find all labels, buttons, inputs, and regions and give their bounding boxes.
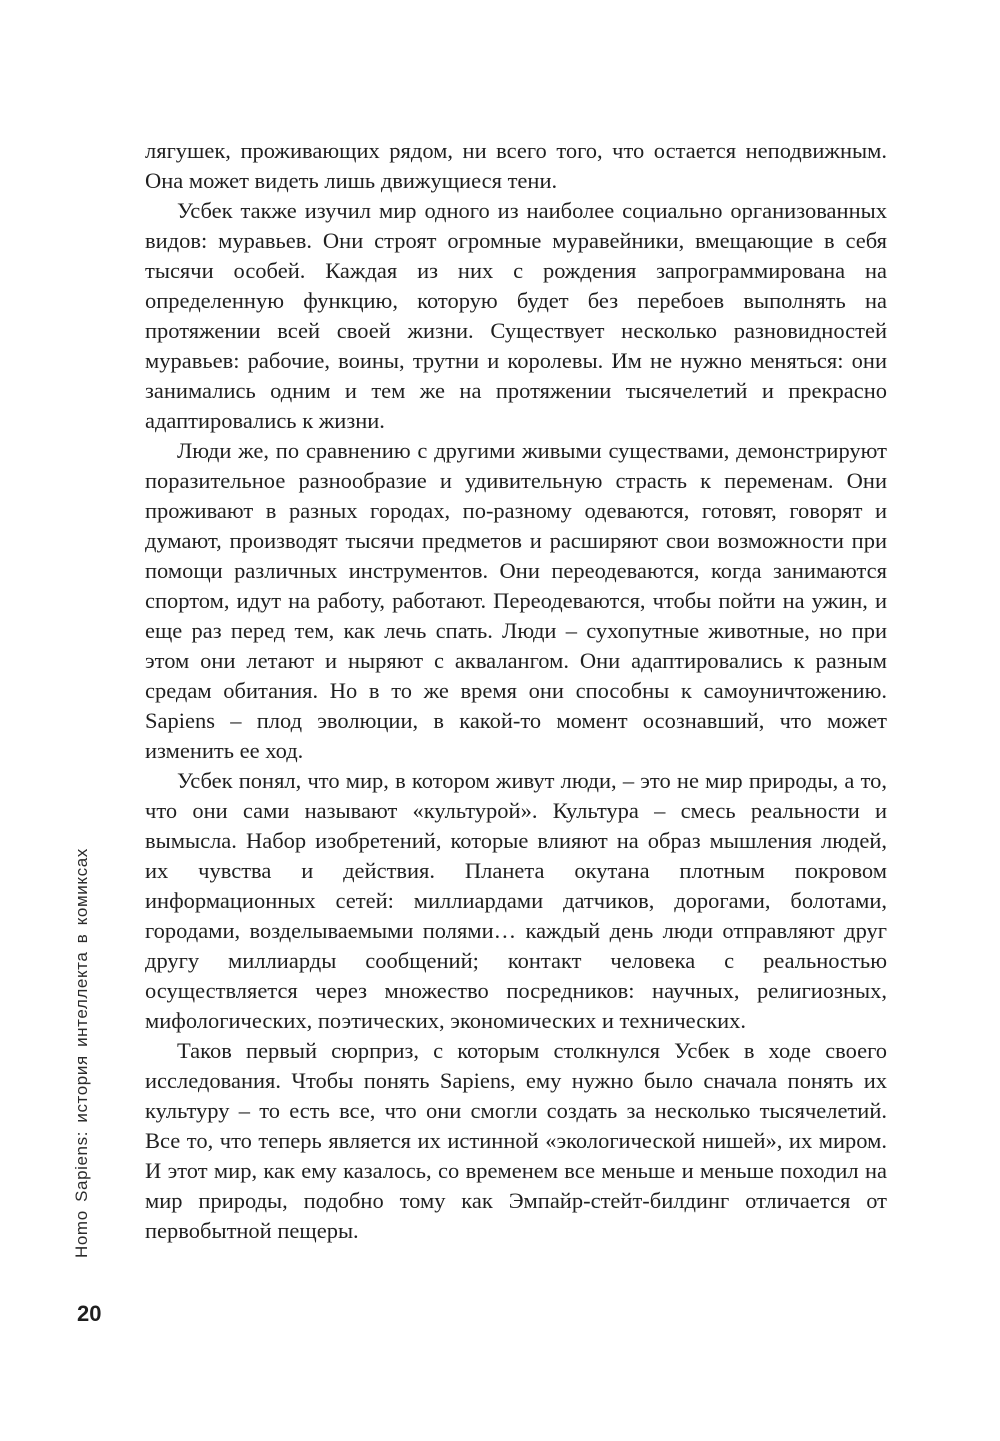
- page-number: 20: [77, 1301, 102, 1326]
- sidebar-book-title: Homo Sapiens: история интеллекта в комиксах: [72, 848, 91, 1258]
- paragraph: лягушек, проживающих рядом, ни всего того, что остается неподвижным. Она может видеть лишь движущиеся тени.: [145, 138, 887, 193]
- paragraph: Люди же, по сравнению с другими живыми существами, демонстрируют поразительное разнообразие и удивительную страсть к переменам. Они проживают в разных городах, по-разному одеваются, готовят, говорят и думают, производят тысячи предметов и расширяют свои возможности при помощи различных инструментов. Они переодеваются, когда занимаются спортом, идут на работу, работают. Переодеваются, чтобы пойти на ужин, и еще раз перед тем, как лечь спать. Люди – сухопутные животные, но при этом они летают и ныряют с аквалангом. Они адаптировались к разным средам обитания. Но в то же время они способны к самоуничтожению. Sapiens – плод эволюции, в какой-то момент осознавший, что может изменить ее ход.: [145, 438, 887, 763]
- paragraph: Таков первый сюрприз, с которым столкнулся Усбек в ходе своего исследования. Чтобы понять Sapiens, ему нужно было сначала понять их культуру – то есть все, что они смогли создать за несколько тысячелетий. Все то, что теперь является их истинной «экологической нишей», их миром. И этот мир, как ему казалось, со временем все меньше и меньше походил на мир природы, подобно тому как Эмпайр-стейт-билдинг отличается от первобытной пещеры.: [145, 1038, 887, 1243]
- paragraph: Усбек также изучил мир одного из наиболее социально организованных видов: муравьев. Они строят огромные муравейники, вмещающие в себя тысячи особей. Каждая из них с рождения запрограммирована на определенную функцию, которую будет без перебоев выполнять на протяжении всей своей жизни. Существует несколько разновидностей муравьев: рабочие, воины, трутни и королевы. Им не нужно меняться: они занимались одним и тем же на протяжении тысячелетий и прекрасно адаптировались к жизни.: [145, 198, 887, 433]
- paragraph: Усбек понял, что мир, в котором живут люди, – это не мир природы, а то, что они сами называют «культурой». Культура – смесь реальности и вымысла. Набор изобретений, которые влияют на образ мышления людей, их чувства и действия. Планета окутана плотным покровом информационных сетей: миллиардами датчиков, дорогами, болотами, городами, возделываемыми полями… каждый день люди отправляют друг другу миллиарды сообщений; контакт человека с реальностью осуществляется через множество посредников: научных, религиозных, мифологических, поэтических, экономических и технических.: [145, 768, 887, 1033]
- page-content: [145, 136, 887, 1246]
